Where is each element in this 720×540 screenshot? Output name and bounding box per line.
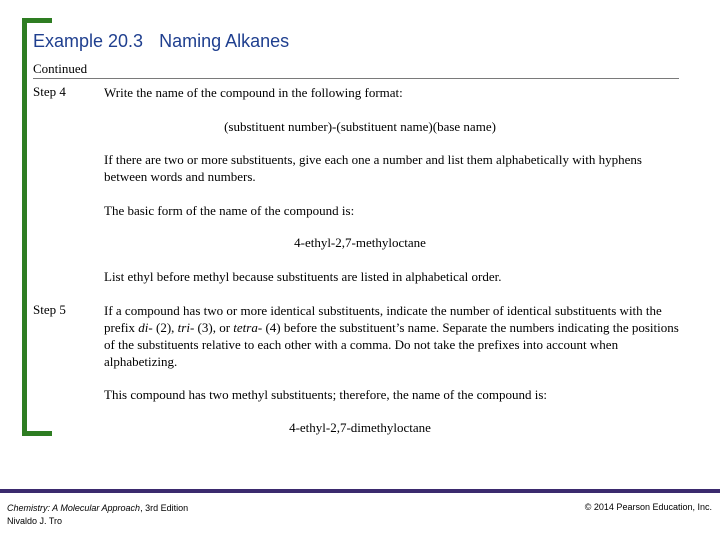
step5-conclusion: This compound has two methyl substituents; therefore, the name of the compound is:	[104, 387, 548, 402]
footer-copyright: © 2014 Pearson Education, Inc.	[584, 502, 712, 512]
basic-form-text: The basic form of the name of the compound is:	[104, 203, 355, 218]
step4-label: Step 4	[33, 84, 66, 99]
prefix-di: di-	[138, 320, 153, 335]
bracket-top-tick	[22, 18, 52, 23]
name-format: (substituent number)-(substituent name)(base name)	[224, 119, 496, 134]
final-name: 4-ethyl-2,7-dimethyloctane	[289, 420, 431, 435]
step4-note: List ethyl before methyl because substituents are listed in alphabetical order.	[104, 269, 502, 284]
step4-rule: If there are two or more substituents, give each one a number and list them alphabetically with hyphens between words and numbers.	[104, 152, 642, 184]
footer-bar	[0, 489, 720, 493]
book-edition: , 3rd Edition	[140, 503, 189, 513]
book-title: Chemistry: A Molecular Approach	[7, 503, 141, 513]
step4-intro: Write the name of the compound in the following format:	[104, 85, 403, 100]
step5-rule: If a compound has two or more identical substituents, indicate the number of identical substituents with the prefix di- (2), tri- (3), or tetra- (4) before the substituent’s name. Separate the numbers indicating the positions of the substituents relative to each other with a comma. Do not take the prefixes into account when alphabetizing.	[104, 303, 679, 369]
prefix-tetra: tetra-	[233, 320, 263, 335]
page-title	[33, 31, 289, 52]
example-title: Naming Alkanes	[159, 31, 290, 51]
continued-label: Continued	[33, 61, 88, 76]
header-divider	[33, 78, 679, 79]
footer-citation	[7, 502, 188, 528]
intermediate-name: 4-ethyl-2,7-methyloctane	[294, 235, 426, 250]
step5-label: Step 5	[33, 302, 66, 317]
left-bracket-bar	[22, 18, 27, 436]
book-author: Nivaldo J. Tro	[7, 516, 63, 526]
prefix-tri: tri-	[177, 320, 195, 335]
example-number: Example 20.3	[33, 31, 144, 51]
